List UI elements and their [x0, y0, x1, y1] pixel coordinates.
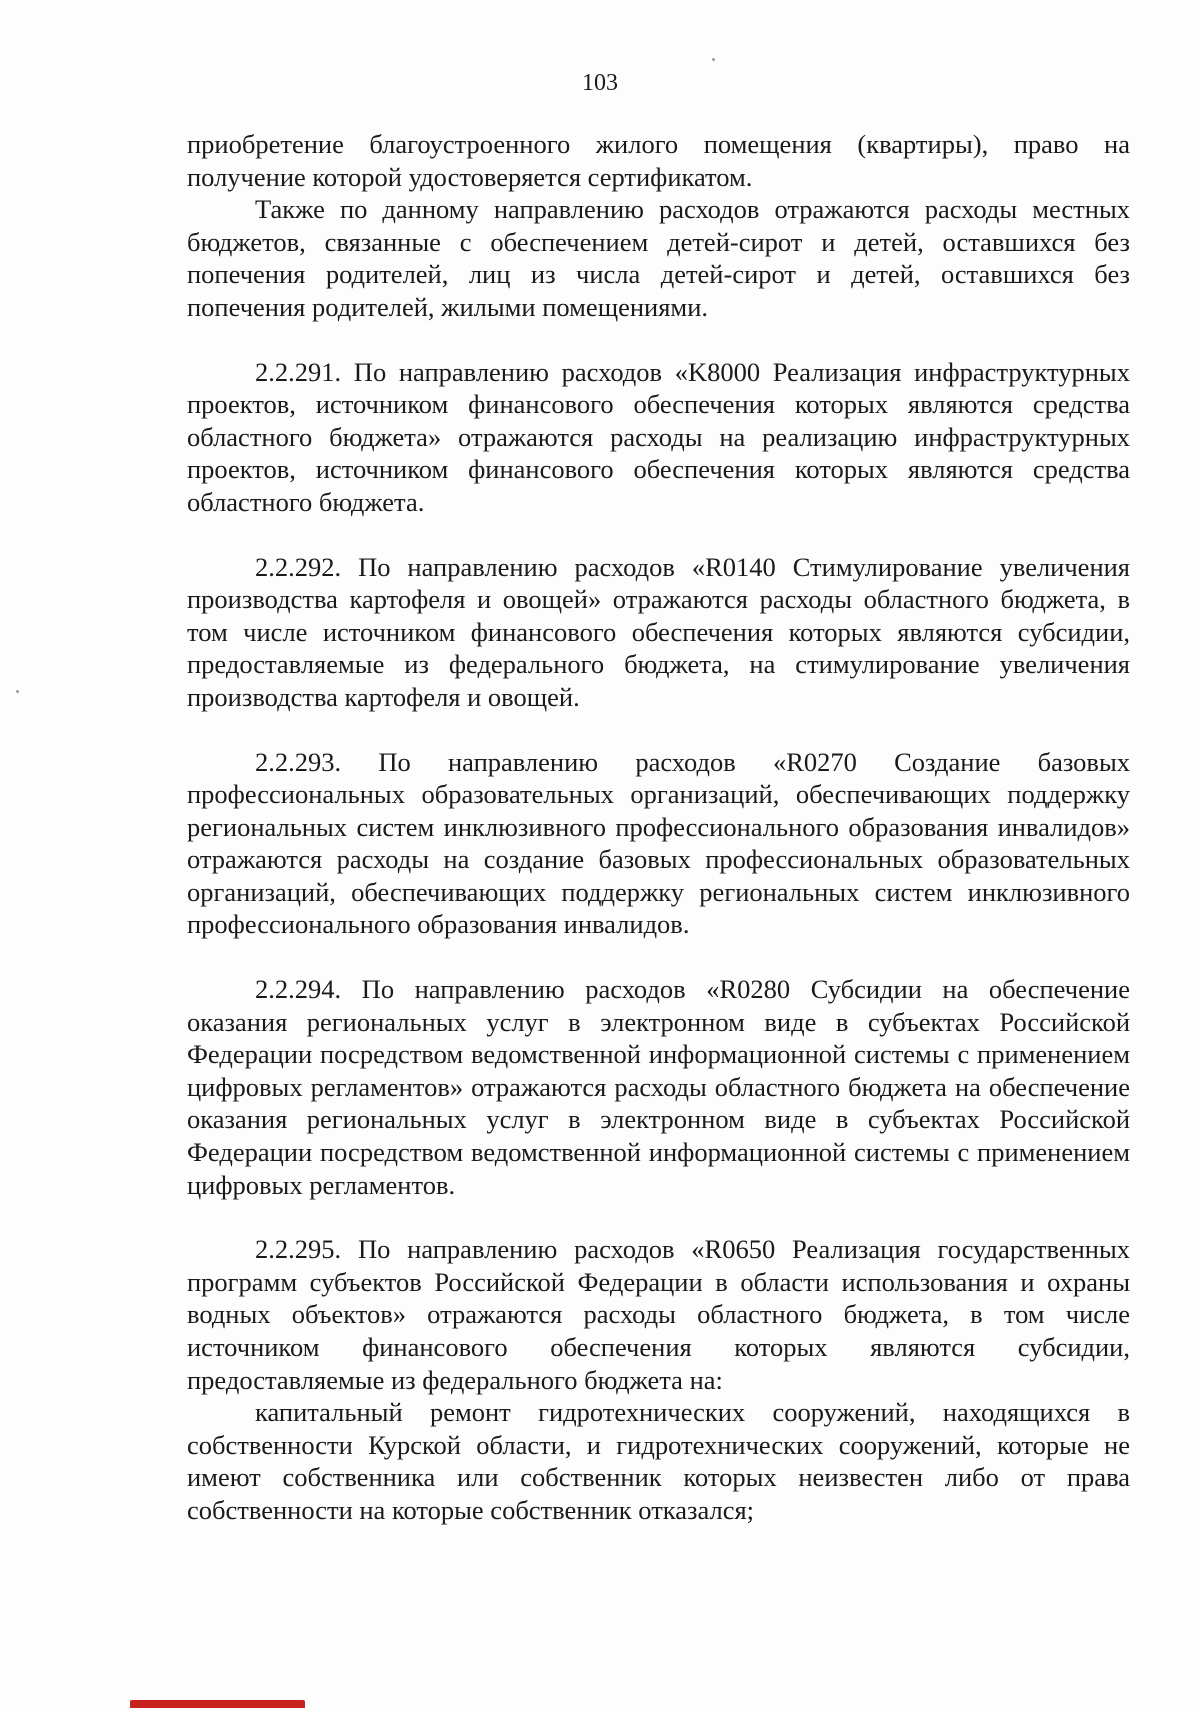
paragraph-2-2-291: 2.2.291. По направлению расходов «K8000 Реализация инфраструктурных проектов, источником финансового обеспечения которых являются средства областного бюджета» отражаются расходы на реализацию инфраструктурных проектов, источником финансового обеспечения которых являются средства областного бюджета. — [187, 356, 1130, 517]
paragraph-capital-repair: капитальный ремонт гидротехнических сооружений, находящихся в собственности Курской области, и гидротехнических сооружений, которые не имеют собственника или собственник которых неизвестен либо от права собственности на которые собственник отказался; — [187, 1397, 1130, 1525]
paragraph-continuation: приобретение благоустроенного жилого помещения (квартиры), право на получение которой удостоверяется сертификатом. — [187, 129, 1130, 192]
page-number: 103 — [582, 70, 618, 96]
scan-edge-mark — [130, 1700, 305, 1708]
scan-speck — [712, 58, 715, 61]
paragraph-2-2-295: 2.2.295. По направлению расходов «R0650 Реализация государственных программ субъектов Российской Федерации в области использования и охраны водных объектов» отражаются расходы областного бюджета, в том числе источником финансового обеспечения которых являются субсидии, предоставляемые из федерального бюджета на: — [187, 1234, 1130, 1395]
paragraph-2-2-293: 2.2.293. По направлению расходов «R0270 Создание базовых профессиональных образовательных организаций, обеспечивающих поддержку региональных систем инклюзивного профессионального образования инвалидов» отражаются расходы на создание базовых профессиональных образовательных организаций, обеспечивающих поддержку региональных систем инклюзивного профессионального образования инвалидов. — [187, 746, 1130, 940]
paragraph-2-2-294: 2.2.294. По направлению расходов «R0280 Субсидии на обеспечение оказания региональных услуг в электронном виде в субъектах Российской Федерации посредством ведомственной информационной системы с применением цифровых регламентов» отражаются расходы областного бюджета на обеспечение оказания региональных услуг в электронном виде в субъектах Российской Федерации посредством ведомственной информационной системы с применением цифровых регламентов. — [187, 974, 1130, 1200]
paragraph-2-2-292: 2.2.292. По направлению расходов «R0140 Стимулирование увеличения производства картофеля и овощей» отражаются расходы областного бюджета, в том числе источником финансового обеспечения которых являются субсидии, предоставляемые из федерального бюджета, на стимулирование увеличения производства картофеля и овощей. — [187, 551, 1130, 712]
document-body — [187, 128, 1130, 1527]
scan-speck — [16, 690, 19, 693]
paragraph-local-budgets: Также по данному направлению расходов отражаются расходы местных бюджетов, связанные с обеспечением детей-сирот и детей, оставшихся без попечения родителей, лиц из числа детей-сирот и детей, оставшихся без попечения родителей, жилыми помещениями. — [187, 194, 1130, 322]
